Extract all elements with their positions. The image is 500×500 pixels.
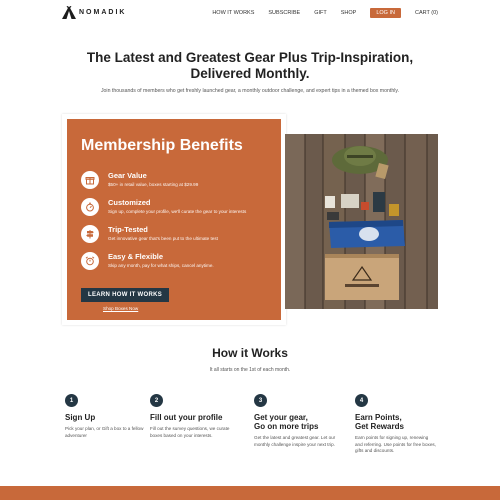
benefit-title: Customized	[108, 198, 151, 207]
step-title	[254, 413, 354, 431]
nav-how-it-works[interactable]: HOW IT WORKS	[212, 10, 255, 16]
gift-icon	[81, 171, 99, 189]
cart-link[interactable]: CART (0)	[414, 10, 438, 16]
step-number-badge: 1	[65, 394, 78, 407]
how-it-works-title: How it Works	[212, 346, 288, 360]
step-title	[150, 413, 250, 422]
main-nav	[198, 8, 438, 18]
step-title-line2: Go on more trips	[254, 422, 319, 431]
hero-title-line2: Delivered Monthly.	[190, 66, 310, 81]
step-get-gear	[254, 394, 354, 448]
hero-subtitle: Join thousands of members who get freshly launched gear, a monthly outdoor challenge, and expert tips in a themed box monthly.	[100, 88, 400, 94]
benefit-desc: Skip any month, pay for what ships, cancel anytime.	[108, 263, 214, 268]
footer-accent-bar	[0, 486, 500, 500]
step-title-line1: Sign Up	[65, 413, 96, 422]
nav-subscribe[interactable]: SUBSCRIBE	[268, 10, 301, 16]
membership-title: Membership Benefits	[81, 137, 243, 154]
site-header	[0, 0, 500, 27]
step-number-badge: 2	[150, 394, 163, 407]
step-title-line1: Get your gear,	[254, 413, 308, 422]
shop-boxes-link[interactable]: Shop Boxes Now	[103, 306, 139, 311]
brand-logo[interactable]	[62, 6, 126, 19]
step-fill-profile	[150, 394, 250, 439]
hero-title	[0, 50, 500, 82]
brand-name: NOMADIK	[79, 9, 127, 16]
benefit-desc: $50+ in retail value, boxes starting at $29.99	[108, 182, 199, 187]
step-number-badge: 3	[254, 394, 267, 407]
step-earn-points	[355, 394, 455, 455]
step-title-line1: Fill out your profile	[150, 413, 223, 422]
step-desc: Earn points for signing up, renewing and referring. Use points for free boxes, gifts and discounts.	[355, 435, 436, 453]
step-desc: Fill out the survey questions, we curate boxes based on your interests.	[150, 426, 230, 438]
product-photo	[285, 134, 438, 309]
step-number-badge: 4	[355, 394, 368, 407]
stopwatch-icon	[81, 198, 99, 216]
how-it-works-subtitle: It all starts on the 1st of each month.	[209, 367, 291, 373]
benefit-trip-tested	[81, 225, 218, 243]
nav-shop[interactable]: SHOP	[340, 10, 357, 16]
signpost-icon	[81, 225, 99, 243]
benefit-desc: Get innovative gear that's been put to the ultimate test	[108, 236, 218, 241]
step-title	[355, 413, 455, 431]
benefit-desc: Sign up, complete your profile, we'll curate the gear to your interests	[108, 209, 247, 214]
login-button[interactable]: LOG IN	[370, 8, 401, 18]
membership-panel	[67, 119, 281, 320]
step-desc: Get the latest and greatest gear. Let our monthly challenge inspire your next trip.	[254, 435, 336, 447]
benefit-easy-flexible	[81, 252, 214, 270]
tent-logo-icon	[62, 6, 76, 19]
step-desc: Pick your plan, or Gift a box to a fellow adventurer	[65, 426, 144, 438]
benefit-title: Gear Value	[108, 171, 147, 180]
benefit-gear-value	[81, 171, 198, 189]
nav-gift[interactable]: GIFT	[314, 10, 327, 16]
benefit-title: Easy & Flexible	[108, 252, 164, 261]
step-title-line1: Earn Points,	[355, 413, 402, 422]
benefit-title: Trip-Tested	[108, 225, 148, 234]
step-title-line2: Get Rewards	[355, 422, 404, 431]
alarm-icon	[81, 252, 99, 270]
learn-how-it-works-button[interactable]: LEARN HOW IT WORKS	[81, 288, 169, 302]
benefit-customized	[81, 198, 246, 216]
hero-title-line1: The Latest and Greatest Gear Plus Trip-Inspiration,	[86, 50, 414, 65]
